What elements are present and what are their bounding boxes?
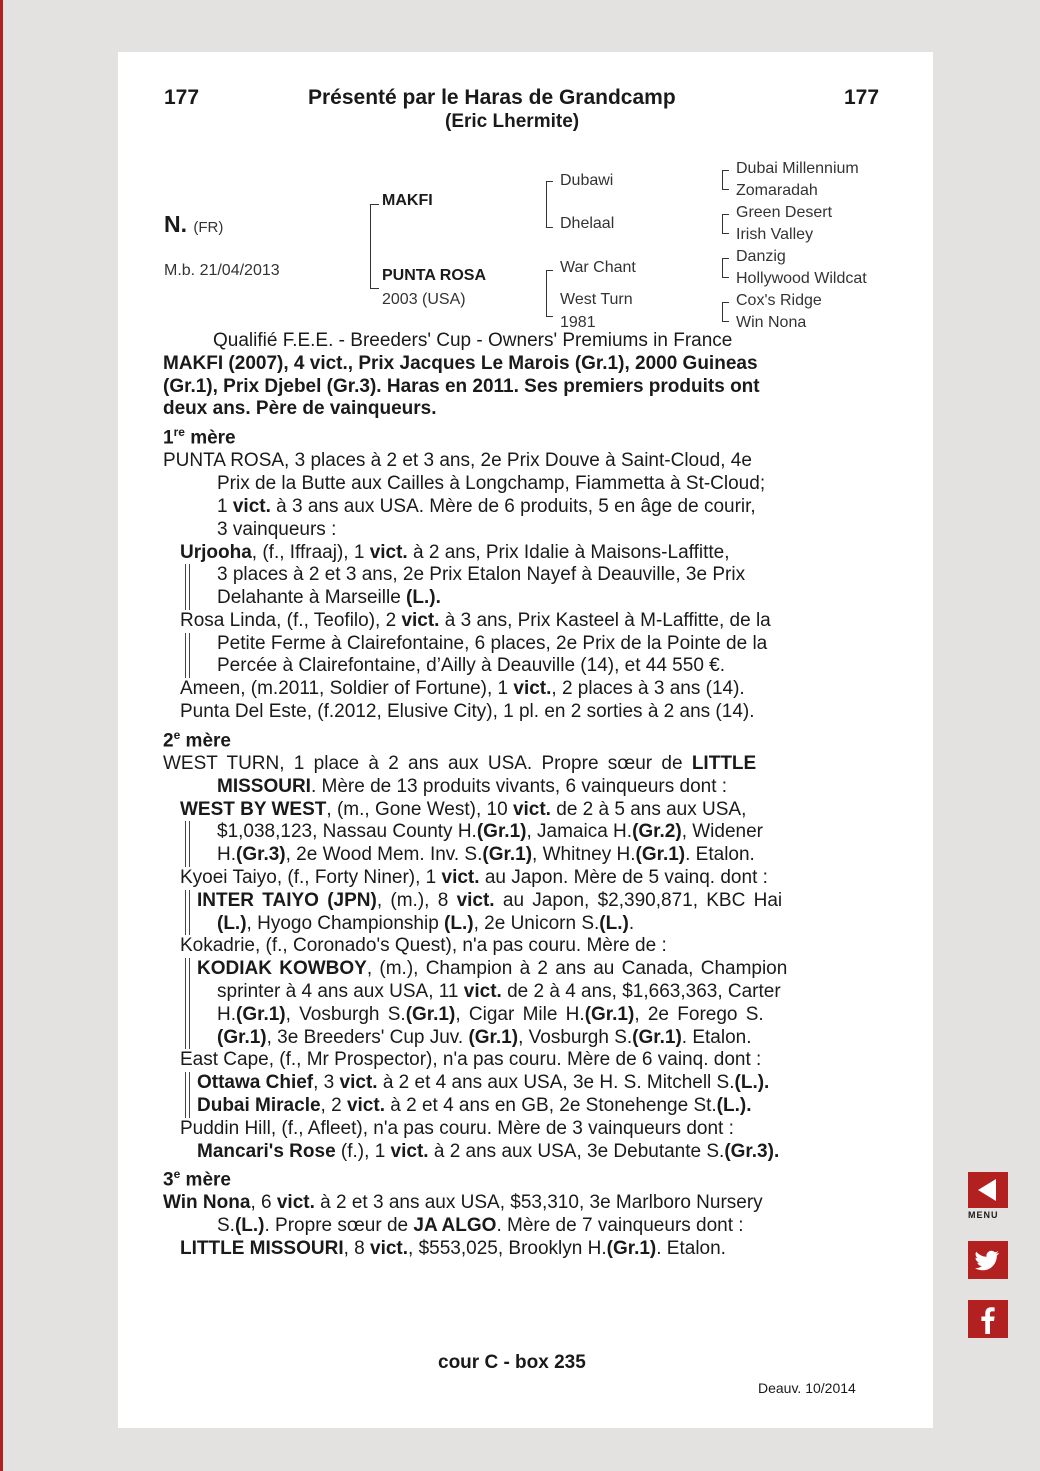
sdd-name: Irish Valley xyxy=(736,226,814,243)
sire-summary-2: (Gr.1), Prix Djebel (Gr.3). Haras en 2011. Ses premiers produits ont xyxy=(163,375,760,397)
ssd-name: Zomaradah xyxy=(736,182,818,199)
sire-parents-bracket xyxy=(546,181,553,228)
produce-little-missouri: LITTLE MISSOURI, 8 vict., $553,025, Brooklyn H.(Gr.1). Etalon. xyxy=(180,1238,726,1260)
produce-east-cape-winners: Ottawa Chief, 3 vict. à 2 et 4 ans aux USA, 3e H. S. Mitchell S.(L.). Dubai Miracle, 2 vict. à 2 et 4 ans en GB, 2e Stonehenge St.(L.). xyxy=(163,1072,893,1118)
dam-name: PUNTA ROSA xyxy=(382,267,486,284)
produce-rosa-linda-detail: Petite Ferme à Clairefontaine, 6 places, 2e Prix de la Pointe de la Percée à Clairefontaine, d’Ailly à Deauville (14), et 44 550 €. xyxy=(163,633,893,679)
sale-reference: Deauv. 10/2014 xyxy=(758,1380,856,1396)
menu-label: MENU xyxy=(968,1210,999,1220)
second-dam-line: MISSOURI. Mère de 13 produits vivants, 6 vainqueurs dont : xyxy=(217,775,728,797)
first-dam-line: Prix de la Butte aux Cailles à Longchamp, Fiammetta à St-Cloud; xyxy=(217,473,766,495)
dds-name: Cox's Ridge xyxy=(736,292,822,309)
dsd-name: Hollywood Wildcat xyxy=(736,270,867,287)
produce-urjooha: Urjooha, (f., Iffraaj), 1 vict. à 2 ans, Prix Idalie à Maisons-Laffitte, xyxy=(180,541,730,563)
second-dam-line: WEST TURN, 1 place à 2 ans aux USA. Propre sœur de LITTLE xyxy=(163,753,757,774)
sd-name: Dhelaal xyxy=(560,215,615,232)
horse-sex-date: M.b. 21/04/2013 xyxy=(164,262,280,279)
ddd-name: Win Nona xyxy=(736,314,807,331)
produce-ameen: Ameen, (m.2011, Soldier of Fortune), 1 vict., 2 places à 3 ans (14). xyxy=(180,678,745,700)
sire-name: MAKFI xyxy=(382,192,433,209)
sire-summary-1: MAKFI (2007), 4 vict., Prix Jacques Le Marois (Gr.1), 2000 Guineas xyxy=(163,352,758,374)
presenter: Présenté par le Haras de Grandcamp xyxy=(308,86,676,109)
first-dam-line: 3 vainqueurs : xyxy=(217,518,337,540)
dss-name: Danzig xyxy=(736,248,786,265)
lot-number-right: 177 xyxy=(844,86,880,109)
dd-name: West Turn xyxy=(560,291,633,308)
bracket-g3-2 xyxy=(722,214,729,234)
twitter-button[interactable] xyxy=(968,1241,1008,1279)
produce-punta-del-este: Punta Del Este, (f.2012, Elusive City), 1 pl. en 2 sorties à 2 ans (14). xyxy=(180,701,755,723)
lot-number-left: 177 xyxy=(164,86,200,109)
ss-name: Dubawi xyxy=(560,172,614,189)
first-dam-line: 1 vict. à 3 ans aux USA. Mère de 6 produits, 5 en âge de courir, xyxy=(217,495,756,517)
facebook-icon xyxy=(968,1300,1008,1338)
produce-puddin-hill: Puddin Hill, (f., Afleet), n'a pas couru. Mère de 3 vainqueurs dont : xyxy=(180,1117,734,1139)
ds-name: War Chant xyxy=(560,259,636,276)
second-dam-heading: 2e mère xyxy=(163,727,231,752)
presenter-name: (Eric Lhermite) xyxy=(445,111,580,132)
produce-mancaris-rose: Mancari's Rose (f.), 1 vict. à 2 ans aux USA, 3e Debutante S.(Gr.3). xyxy=(197,1140,780,1162)
sire-summary-3: deux ans. Père de vainqueurs. xyxy=(163,398,437,420)
qualification-line: Qualifié F.E.E. - Breeders' Cup - Owners' Premiums in France xyxy=(213,330,733,351)
stable-location: cour C - box 235 xyxy=(438,1352,586,1373)
bracket-g3-4 xyxy=(722,302,729,322)
bracket-g3-1 xyxy=(722,170,729,190)
sds-name: Green Desert xyxy=(736,204,833,221)
produce-west-by-west: WEST BY WEST, (m., Gone West), 10 vict. de 2 à 5 ans aux USA, xyxy=(180,798,747,820)
first-dam-line: PUNTA ROSA, 3 places à 2 et 3 ans, 2e Prix Douve à Saint-Cloud, 4e xyxy=(163,450,752,472)
produce-east-cape: East Cape, (f., Mr Prospector), n'a pas couru. Mère de 6 vainq. dont : xyxy=(180,1049,762,1071)
third-dam-line: S.(L.). Propre sœur de JA ALGO. Mère de 7 vainqueurs dont : xyxy=(217,1215,744,1237)
sss-name: Dubai Millennium xyxy=(736,160,859,177)
produce-kyoei-taiyo: Kyoei Taiyo, (f., Forty Niner), 1 vict. au Japon. Mère de 5 vainq. dont : xyxy=(180,866,768,888)
back-arrow-icon xyxy=(968,1172,1008,1208)
menu-button[interactable] xyxy=(968,1172,1008,1224)
dam-year: 2003 (USA) xyxy=(382,291,466,308)
first-dam-heading: 1re mère xyxy=(163,425,236,449)
twitter-icon xyxy=(968,1241,1008,1279)
facebook-button[interactable] xyxy=(968,1300,1008,1338)
bracket-g3-3 xyxy=(722,258,729,278)
lot-description xyxy=(163,330,893,1261)
horse-name: N. (FR) xyxy=(164,211,224,237)
produce-kodiak-kowboy: KODIAK KOWBOY, (m.), Champion à 2 ans au Canada, Champion sprinter à 4 ans aux USA, 11 vict. de 2 à 4 ans, $1,663,363, Carter H.(Gr.1), Vosburgh S.(Gr.1), Cigar Mile H.(Gr.1), 2e Forego S. (Gr.1), 3e Breeders' Cup Juv. (Gr.1), Vosburgh S.(Gr.1). Etalon. xyxy=(163,958,893,1049)
third-dam-heading: 3e mère xyxy=(163,1167,231,1191)
produce-kokadrie: Kokadrie, (f., Coronado's Quest), n'a pas couru. Mère de : xyxy=(180,935,667,957)
third-dam-line: Win Nona, 6 vict. à 2 et 3 ans aux USA, $53,310, 3e Marlboro Nursery xyxy=(163,1192,763,1214)
dd-year: 1981 xyxy=(560,314,596,331)
produce-inter-taiyo: INTER TAIYO (JPN), (m.), 8 vict. au Japon, $2,390,871, KBC Hai (L.), Hyogo Championship (L.), 2e Unicorn S.(L.). xyxy=(163,890,893,936)
dam-parents-bracket xyxy=(546,270,553,317)
sire-dam-bracket xyxy=(370,204,379,289)
produce-urjooha-detail: 3 places à 2 et 3 ans, 2e Prix Etalon Nayef à Deauville, 3e Prix Delahante à Marseille (L.). xyxy=(163,564,893,610)
page-edge xyxy=(0,0,3,1471)
catalogue-page xyxy=(118,52,933,1428)
produce-west-by-west-detail: $1,038,123, Nassau County H.(Gr.1), Jamaica H.(Gr.2), Widener H.(Gr.3), 2e Wood Mem. Inv. S.(Gr.1), Whitney H.(Gr.1). Etalon. xyxy=(163,821,893,867)
produce-rosa-linda: Rosa Linda, (f., Teofilo), 2 vict. à 3 ans, Prix Kasteel à M-Laffitte, de la xyxy=(180,609,771,631)
